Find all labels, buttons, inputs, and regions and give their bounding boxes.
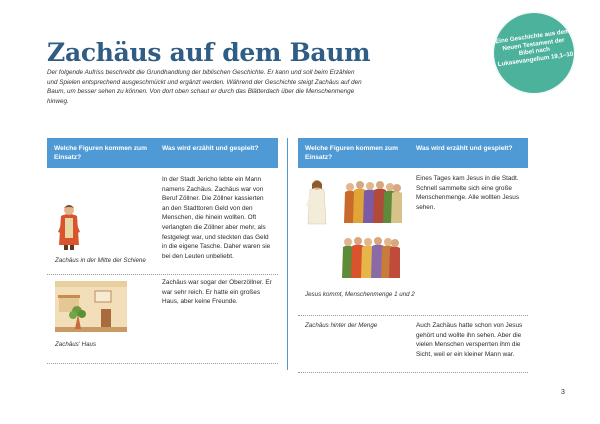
house-figure-icon — [55, 281, 127, 332]
table-row — [47, 168, 278, 275]
header-story: Was wird erzählt und gespielt? — [162, 145, 259, 152]
table-row — [298, 168, 528, 316]
table-row — [47, 275, 278, 364]
header-figures: Welche Figuren kommen zum Einsatz? — [305, 145, 398, 161]
figure-caption: Zachäus in der Mitte der Schiene — [55, 257, 146, 264]
story-text: Zachäus war sogar der Oberzöllner. Er war sehr reich. Er hatte ein großes Haus, aber keine Freunde. — [162, 279, 272, 306]
table-header — [47, 138, 278, 168]
story-text: Eines Tages kam Jesus in die Stadt. Schnell sammelte sich eine große Menschenmenge. Alle wollten Jesus sehen. — [416, 175, 520, 211]
table-header — [298, 138, 528, 168]
figure-caption: Jesus kommt, Menschenmenge 1 und 2 — [305, 291, 415, 298]
header-story: Was wird erzählt und gespielt? — [416, 145, 513, 152]
page-title: Zachäus auf dem Baum — [47, 38, 371, 67]
figures-table-left — [47, 138, 278, 364]
figure-caption: Zachäus hinter der Menge — [305, 322, 378, 329]
story-text: Auch Zachäus hatte schon von Jesus gehört und wollte ihn sehen. Aber die vielen Menschen versperrten ihm die Sicht, weil er ein kleiner Mann war. — [416, 322, 523, 358]
header-figures: Welche Figuren kommen zum Einsatz? — [54, 145, 147, 161]
intro-paragraph: Der folgende Aufriss beschreibt die Grundhandlung der biblischen Geschichte. Er kann und soll beim Erzählen und Spielen entsprechend ausgeschmückt und ergänzt werden. Während der Geschichte steigt Zachäus auf den Baum, um besser sehen zu können. Von dort oben schaut er durch das Blätterdach über die Menschenmenge hinweg. — [47, 69, 362, 105]
story-text: In der Stadt Jericho lebte ein Mann namens Zachäus. Zachäus war von Beruf Zöllner. Die Zöllner kassierten an den Stadttoren Geld von den Menschen, die hinein wollten. Oft verlangten die Zöllner aber mehr, als festgelegt war, und steckten das Geld in die eigene Tasche. Daher waren sie bei den Leuten unbeliebt. — [162, 176, 271, 260]
page-number: 3 — [561, 389, 565, 396]
figure-caption: Zachäus' Haus — [55, 341, 97, 348]
crowd-group-1-icon — [344, 178, 402, 224]
crowd-group-2-icon — [342, 234, 400, 279]
seal-text: Eine Geschichte aus dem Neuen Testament der Bibel nach Lukasevangelium 19,1–10 — [494, 27, 574, 68]
jesus-figure-icon — [305, 178, 329, 226]
table-row — [298, 316, 528, 373]
figures-table-right — [298, 138, 528, 373]
zachaeus-figure-icon — [56, 202, 82, 250]
column-divider — [287, 138, 288, 370]
